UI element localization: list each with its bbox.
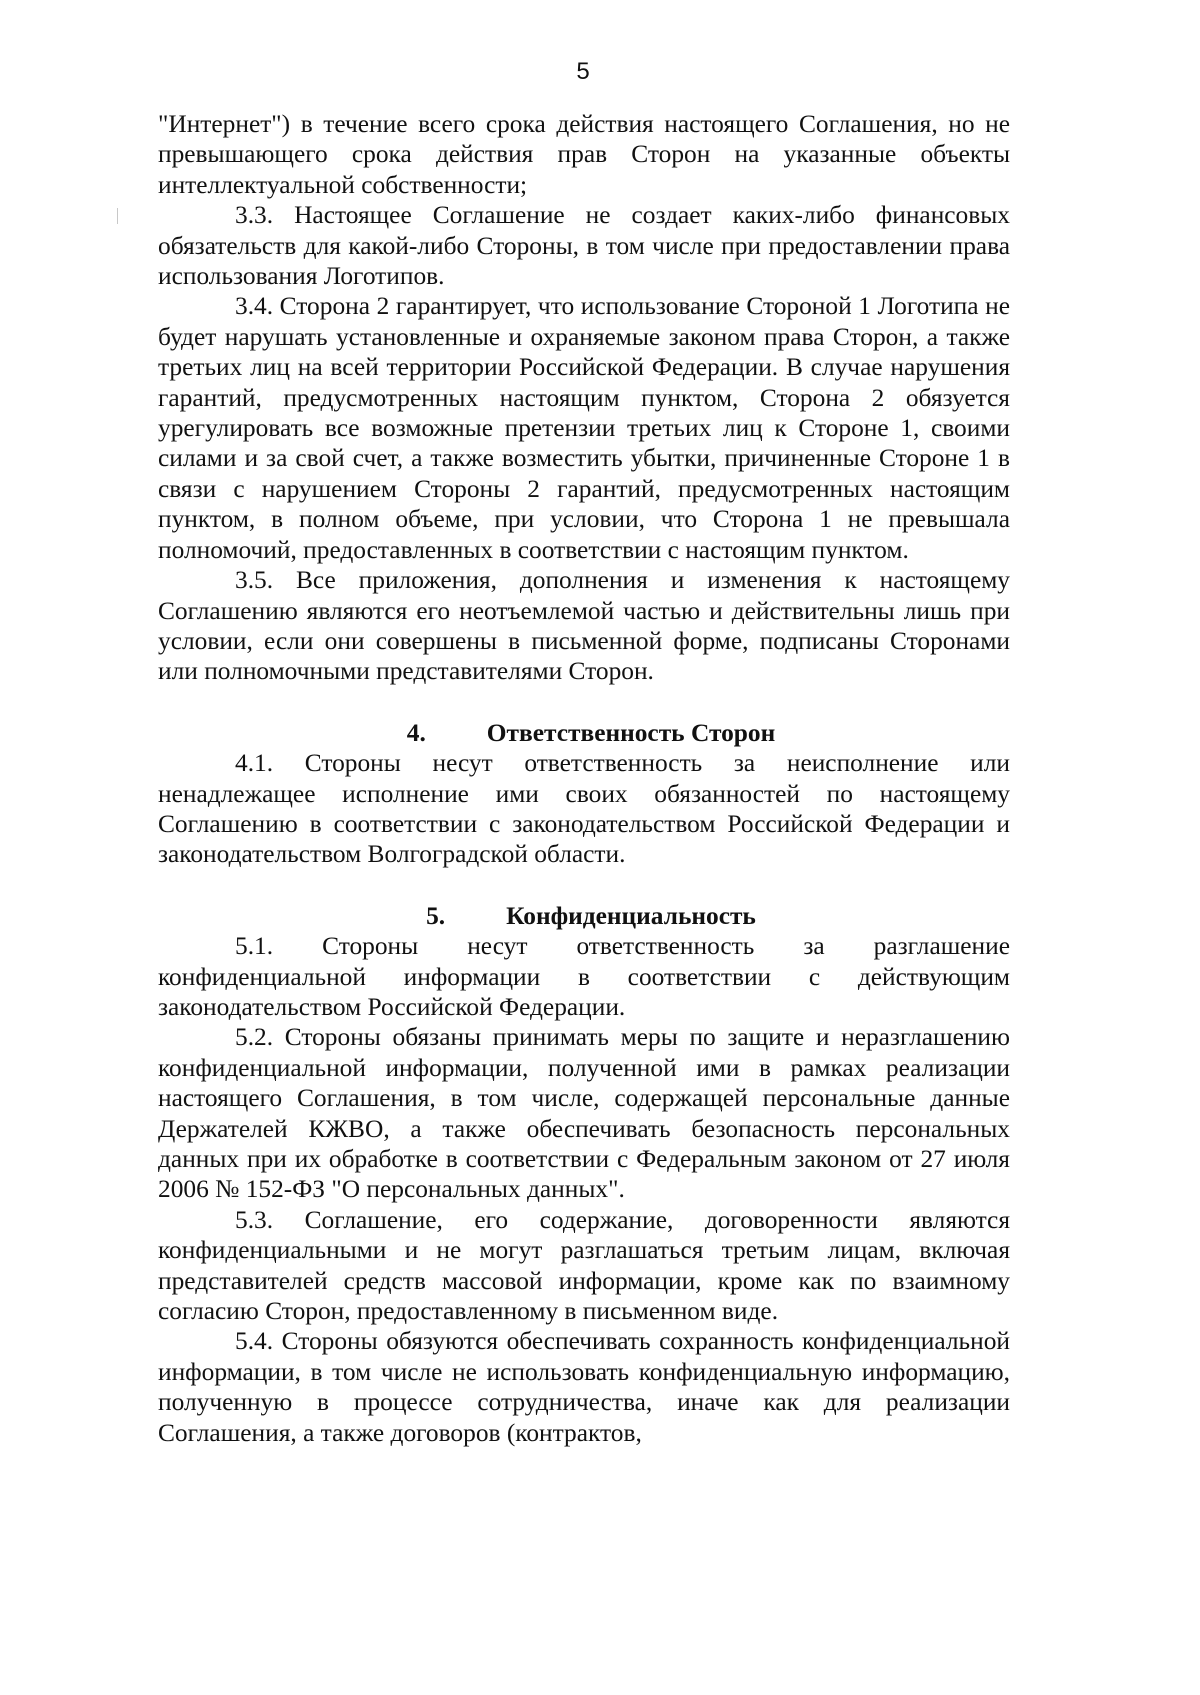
paragraph-3-4: 3.4. Сторона 2 гарантирует, что использование Стороной 1 Логотипа не будет нарушать установленные и охраняемые законом права Сторон, а также третьих лиц на всей территории Российской Федерации. В случае нарушения гарантий, предусмотренных настоящим пунктом, Сторона 2 обязуется урегулировать все возможные претензии третьих лиц к Стороне 1, своими силами и за свой счет, а также возместить убытки, причиненные Стороне 1 в связи с нарушением Стороны 2 гарантий, предусмотренных настоящим пунктом, в полном объеме, при условии, что Сторона 1 не превышала полномочий, предоставленных в соответствии с настоящим пунктом. bbox=[158, 292, 1010, 564]
section-4-heading bbox=[158, 718, 1010, 748]
section-4-title: Ответственность Сторон bbox=[486, 718, 776, 747]
paragraph-5-2: 5.2. Стороны обязаны принимать меры по защите и неразглашению конфиденциальной информации, полученной ими в рамках реализации настоящего Соглашения, в том числе, содержащей персональные данные Держателей КЖВО, а также обеспечивать безопасность персональных данных при их обработке в соответствии с Федеральным законом от 27 июля 2006 № 152-ФЗ "О персональных данных". bbox=[158, 1023, 1010, 1204]
section-5-heading bbox=[158, 901, 1010, 931]
document-body bbox=[158, 109, 1010, 1448]
paragraph-3-3: 3.3. Настоящее Соглашение не создает каких-либо финансовых обязательств для какой-либо Стороны, в том числе при предоставлении права использования Логотипов. bbox=[158, 201, 1010, 291]
paragraph-5-4: 5.4. Стороны обязуются обеспечивать сохранность конфиденциальной информации, в том числе не использовать конфиденциальную информацию, полученную в процессе сотрудничества, иначе как для реализации Соглашения, а также договоров (контрактов, bbox=[158, 1327, 1010, 1447]
section-5-title: Конфиденциальность bbox=[506, 901, 756, 930]
paragraph-4-1: 4.1. Стороны несут ответственность за неисполнение или ненадлежащее исполнение ими своих обязанностей по настоящему Соглашению в соответствии с законодательством Российской Федерации и законодательством Волгоградской области. bbox=[158, 749, 1010, 869]
section-5-number: 5. bbox=[426, 901, 446, 930]
page-number: 5 bbox=[576, 58, 590, 85]
paragraph-5-3: 5.3. Соглашение, его содержание, договоренности являются конфиденциальными и не могут разглашаться третьим лицам, включая представителей средств массовой информации, кроме как по взаимному согласию Сторон, предоставленному в письменном виде. bbox=[158, 1205, 1010, 1326]
paragraph-3-2-continuation: "Интернет") в течение всего срока действия настоящего Соглашения, но не превышающего срока действия прав Сторон на указанные объекты интеллектуальной собственности; bbox=[158, 110, 1010, 199]
section-4-number: 4. bbox=[406, 718, 426, 747]
paragraph-5-1: 5.1. Стороны несут ответственность за разглашение конфиденциальной информации в соответствии с действующим законодательством Российской Федерации. bbox=[158, 932, 1010, 1021]
scan-margin-mark bbox=[117, 208, 118, 224]
paragraph-3-5: 3.5. Все приложения, дополнения и изменения к настоящему Соглашению являются его неотъемлемой частью и действительны лишь при условии, если они совершены в письменной форме, подписаны Сторонами или полномочными представителями Сторон. bbox=[158, 566, 1010, 686]
